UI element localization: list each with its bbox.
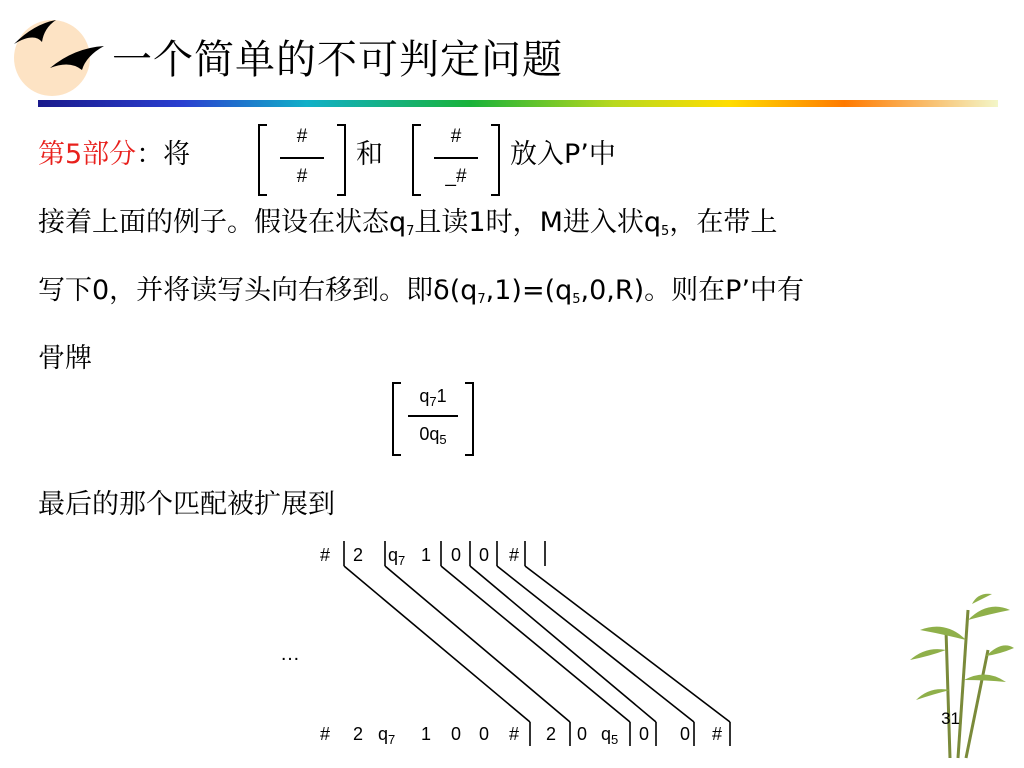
bottom-cell: # <box>509 724 520 744</box>
bottom-cell: 1 <box>421 724 432 744</box>
top-cell: 0 <box>479 545 490 565</box>
domino-bottom: $0q_5$ <box>419 424 447 447</box>
bottom-cell: 0 <box>680 724 691 744</box>
bottom-cell: 0 <box>451 724 462 744</box>
top-cell: $q_7$ <box>388 545 406 568</box>
bottom-cell: $q_5$ <box>601 724 619 747</box>
domino-bottom: # <box>296 166 308 187</box>
bottom-cell: 0 <box>577 724 588 744</box>
top-cell: 1 <box>421 545 432 565</box>
bottom-cell: 2 <box>353 724 364 744</box>
top-cell: # <box>320 545 331 565</box>
page-title: 一个简单的不可判定问题 <box>112 37 563 83</box>
domino-top: # <box>296 126 308 147</box>
bottom-cell: 0 <box>639 724 650 744</box>
domino-top: $q_71$ <box>419 386 447 409</box>
part-label: 第5部分 <box>38 139 137 170</box>
top-cell: 2 <box>353 545 364 565</box>
bottom-cell: # <box>320 724 331 744</box>
domino-top: # <box>450 126 462 147</box>
bottom-cell: # <box>712 724 723 744</box>
paragraph-line-3: 骨牌 <box>38 343 92 374</box>
bamboo-decoration-icon <box>906 590 1016 760</box>
bottom-cell: 0 <box>479 724 490 744</box>
colon-text: ：将 <box>136 139 191 170</box>
and-text: 和 <box>356 139 383 170</box>
top-cell: 0 <box>451 545 462 565</box>
domino-bottom: _# <box>445 166 467 187</box>
top-cell: # <box>509 545 520 565</box>
paragraph-line-1: 接着上面的例子。假设在状态$q_7$且读1时，M进入状$q_5$，在带上 <box>38 207 778 239</box>
extend-text: 最后的那个匹配被扩展到 <box>38 489 335 520</box>
bottom-cell: 2 <box>546 724 557 744</box>
bottom-cell: $q_7$ <box>378 724 396 747</box>
page-number: 31 <box>941 709 960 728</box>
tail-text: 放入P’中 <box>510 139 616 170</box>
ellipsis: … <box>280 643 300 665</box>
paragraph-line-2: 写下0，并将读写头向右移到。即$\delta(q_7,1)=(q_5,0,R)$。则在P’中有 <box>38 275 805 307</box>
